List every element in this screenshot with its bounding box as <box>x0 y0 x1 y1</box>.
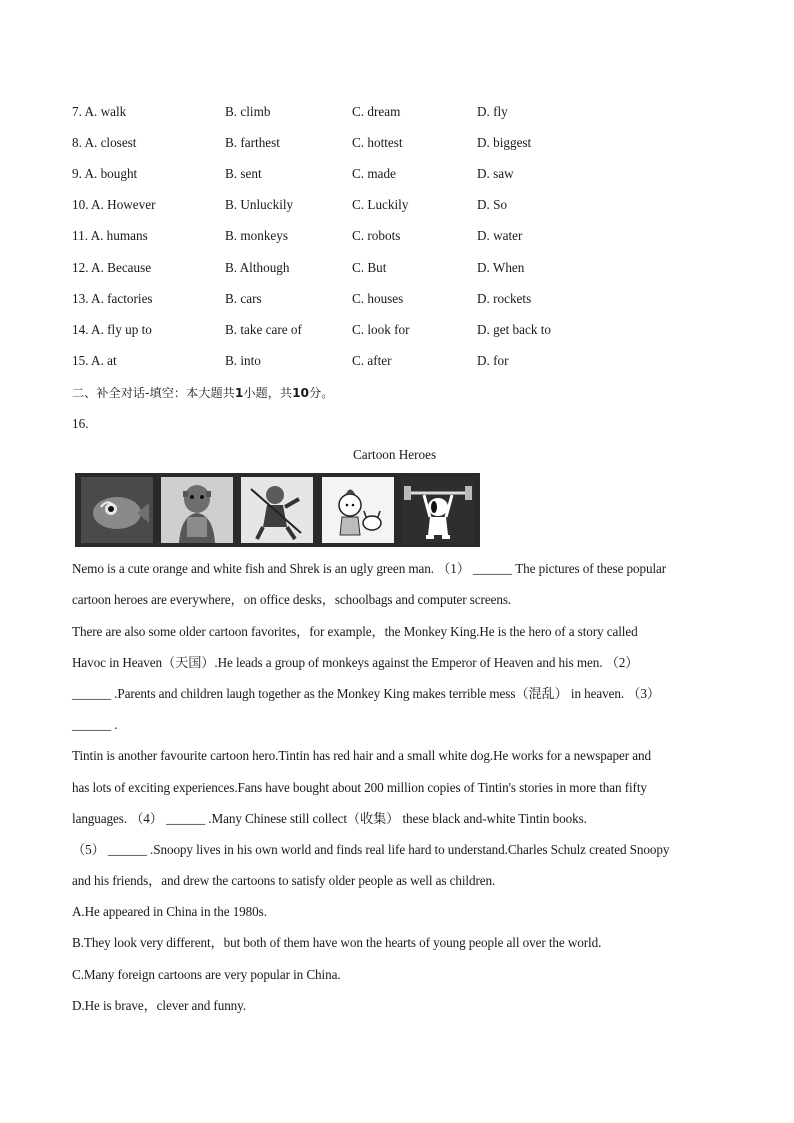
option-d: D. saw <box>477 166 514 181</box>
passage-line: and his friends，and drew the cartoons to satisfy older people as well as children. <box>72 873 496 888</box>
section-heading-text: 二、补全对话-填空：本大题共 <box>72 386 235 400</box>
answer-option-b: B.They look very different，but both of them have won the hearts of young people all over the world. <box>72 935 602 950</box>
option-c: C. houses <box>352 291 404 306</box>
passage-line: Tintin is another favourite cartoon hero.Tintin has red hair and a small white dog.He works for a newspaper and <box>72 748 652 763</box>
passage-line: ______ .Parents and children laugh together as the Monkey King makes terrible mess（混乱） in heaven. （3） <box>72 686 660 701</box>
question-number: 16. <box>72 416 89 431</box>
passage-line: cartoon heroes are everywhere，on office desks，schoolbags and computer screens. <box>72 592 512 607</box>
option-c: C. made <box>352 166 396 181</box>
tintin-image <box>322 477 394 543</box>
passage-title: Cartoon Heroes <box>353 447 437 462</box>
option-a: 10. A. However <box>72 197 156 212</box>
passage-line: There are also some older cartoon favorites，for example，the Monkey King.He is the hero of a story called <box>72 624 638 639</box>
monkey-king-image <box>241 477 313 543</box>
option-c: C. robots <box>352 228 401 243</box>
option-a: 9. A. bought <box>72 166 138 181</box>
option-b: B. monkeys <box>225 228 289 243</box>
option-a: 11. A. humans <box>72 228 148 243</box>
nemo-image <box>81 477 153 543</box>
section-score: 10 <box>292 386 310 400</box>
option-c: C. look for <box>352 322 410 337</box>
option-c: C. dream <box>352 104 401 119</box>
option-c: C. after <box>352 353 392 368</box>
option-d: D. fly <box>477 104 508 119</box>
option-a: 15. A. at <box>72 353 117 368</box>
option-b: B. into <box>225 353 261 368</box>
passage-line: has lots of exciting experiences.Fans have bought about 200 million copies of Tintin's stories in more than fifty <box>72 780 647 795</box>
section-heading-text: 分。 <box>309 386 334 400</box>
answer-option-c: C.Many foreign cartoons are very popular in China. <box>72 967 341 982</box>
section-question-count: 1 <box>234 386 244 400</box>
option-a: 7. A. walk <box>72 104 127 119</box>
shrek-image <box>161 477 233 543</box>
answer-option-a: A.He appeared in China in the 1980s. <box>72 904 267 919</box>
option-b: B. Unluckily <box>225 197 294 212</box>
option-d: D. When <box>477 260 525 275</box>
option-a: 14. A. fly up to <box>72 322 152 337</box>
option-d: D. get back to <box>477 322 551 337</box>
passage-line: Havoc in Heaven（天国）.He leads a group of monkeys against the Emperor of Heaven and his men. （2） <box>72 655 639 670</box>
answer-option-d: D.He is brave，clever and funny. <box>72 998 247 1013</box>
option-b: B. climb <box>225 104 271 119</box>
section-heading <box>72 383 333 403</box>
option-d: D. for <box>477 353 509 368</box>
option-b: B. cars <box>225 291 262 306</box>
option-c: C. hottest <box>352 135 403 150</box>
option-d: D. So <box>477 197 508 212</box>
option-d: D. water <box>477 228 523 243</box>
option-c: C. Luckily <box>352 197 409 212</box>
passage-line: （5） ______ .Snoopy lives in his own world and finds real life hard to understand.Charles Schulz created Snoopy <box>72 842 670 857</box>
option-d: D. biggest <box>477 135 532 150</box>
section-heading-text: 小题，共 <box>243 386 293 400</box>
option-b: B. Although <box>225 260 290 275</box>
option-a: 8. A. closest <box>72 135 137 150</box>
option-b: B. farthest <box>225 135 280 150</box>
option-b: B. take care of <box>225 322 302 337</box>
option-c: C. But <box>352 260 387 275</box>
option-b: B. sent <box>225 166 262 181</box>
passage-line: languages. （4） ______ .Many Chinese still collect（收集） these black and-white Tintin books. <box>72 811 587 826</box>
passage-line: Nemo is a cute orange and white fish and Shrek is an ugly green man. （1） ______ The pictures of these popular <box>72 561 667 576</box>
option-a: 13. A. factories <box>72 291 153 306</box>
cartoon-image-strip <box>75 473 480 547</box>
snoopy-image <box>402 477 474 543</box>
option-d: D. rockets <box>477 291 532 306</box>
passage-line: ______ . <box>72 717 118 732</box>
option-a: 12. A. Because <box>72 260 152 275</box>
